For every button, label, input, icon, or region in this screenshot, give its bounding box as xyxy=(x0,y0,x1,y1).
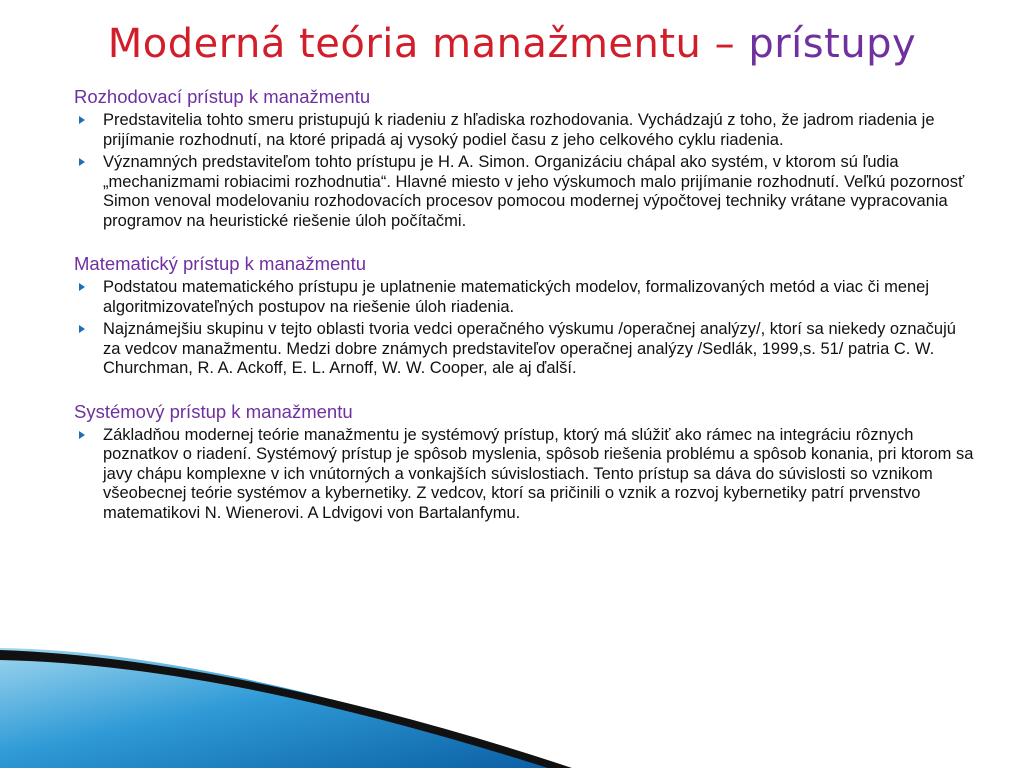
section-mathematical-approach xyxy=(74,253,974,379)
triangle-bullet-icon xyxy=(79,431,85,439)
black-swoosh-stripe xyxy=(0,650,572,768)
section-heading: Rozhodovací prístup k manažmentu xyxy=(74,86,371,107)
section-heading: Matematický prístup k manažmentu xyxy=(74,253,366,274)
triangle-bullet-icon xyxy=(79,116,85,124)
triangle-bullet-icon xyxy=(79,158,85,166)
list-item xyxy=(74,320,974,379)
section-decision-approach xyxy=(74,86,974,231)
bullet-text: Významných predstaviteľom tohto prístupu je H. A. Simon. Organizáciu chápal ako systém, v ktorom sú ľudia „mechanizmami robiacimi rozhodnutia“. Hlavné miesto v jeho výskumoch malo prijímanie rozhodnutí. Veľkú pozornosť Simon venoval modelovaniu rozhodovacích procesov pomocou modernej výpočtovej techniky vrátane vypracovania programov na heuristické riešenie úloh počítačmi. xyxy=(103,153,965,230)
slide-content xyxy=(74,86,974,545)
bullet-list xyxy=(74,278,974,379)
list-item xyxy=(74,111,974,150)
slide-title xyxy=(0,18,1024,70)
section-heading: Systémový prístup k manažmentu xyxy=(74,400,353,422)
triangle-bullet-icon xyxy=(79,283,85,291)
blue-swoosh-shape xyxy=(0,648,560,768)
bullet-text: Predstavitelia tohto smeru pristupujú k riadeniu z hľadiska rozhodovania. Vychádzajú z toho, že jadrom riadenia je prijímanie rozhodnutí, na ktoré pripadá aj vysoký podiel času z jeho celkového cyklu riadenia. xyxy=(103,111,935,149)
section-systems-approach xyxy=(74,401,974,524)
bullet-text: Podstatou matematického prístupu je uplatnenie matematických modelov, formalizovaných metód a viac či menej algoritmizovateľných postupov na riešenie úloh riadenia. xyxy=(103,278,930,316)
grey-swoosh-shape xyxy=(0,660,470,768)
triangle-bullet-icon xyxy=(79,325,85,333)
bullet-list xyxy=(74,426,974,524)
slide-title-main: Moderná teória manažmentu – xyxy=(107,21,749,67)
bullet-text: Najznámejšiu skupinu v tejto oblasti tvoria vedci operačného výskumu /operačnej analýzy/, ktorí sa niekedy označujú za vedcov manažmentu. Medzi dobre známych predstaviteľov operačnej analýzy /Sedlák, 1999,s. 51/ patria C. W. Churchman, R. A. Ackoff, E. L. Arnoff, W. W. Cooper, ale aj ďalší. xyxy=(103,320,956,377)
bullet-text: Základňou modernej teórie manažmentu je systémový prístup, ktorý má slúžiť ako rámec na integráciu rôznych poznatkov o riadení. Systémový prístup je spôsob myslenia, spôsob riešenia problému a spôsob konania, pri ktorom sa javy chápu komplexne v ich vnútorných a vonkajších súvislostiach. Tento prístup sa dáva do súvislosti so vznikom všeobecnej teórie systémov a kybernetiky. Z vedcov, ktorí sa pričinili o vznik a rozvoj kybernetiky patrí prvenstvo matematikovi N. Wienerovi. A Ldvigovi von Bartalanfymu. xyxy=(103,425,974,522)
slide-title-accent: prístupy xyxy=(748,21,917,67)
list-item xyxy=(74,153,974,231)
list-item xyxy=(74,278,974,317)
bullet-list xyxy=(74,111,974,231)
list-item xyxy=(74,426,974,524)
